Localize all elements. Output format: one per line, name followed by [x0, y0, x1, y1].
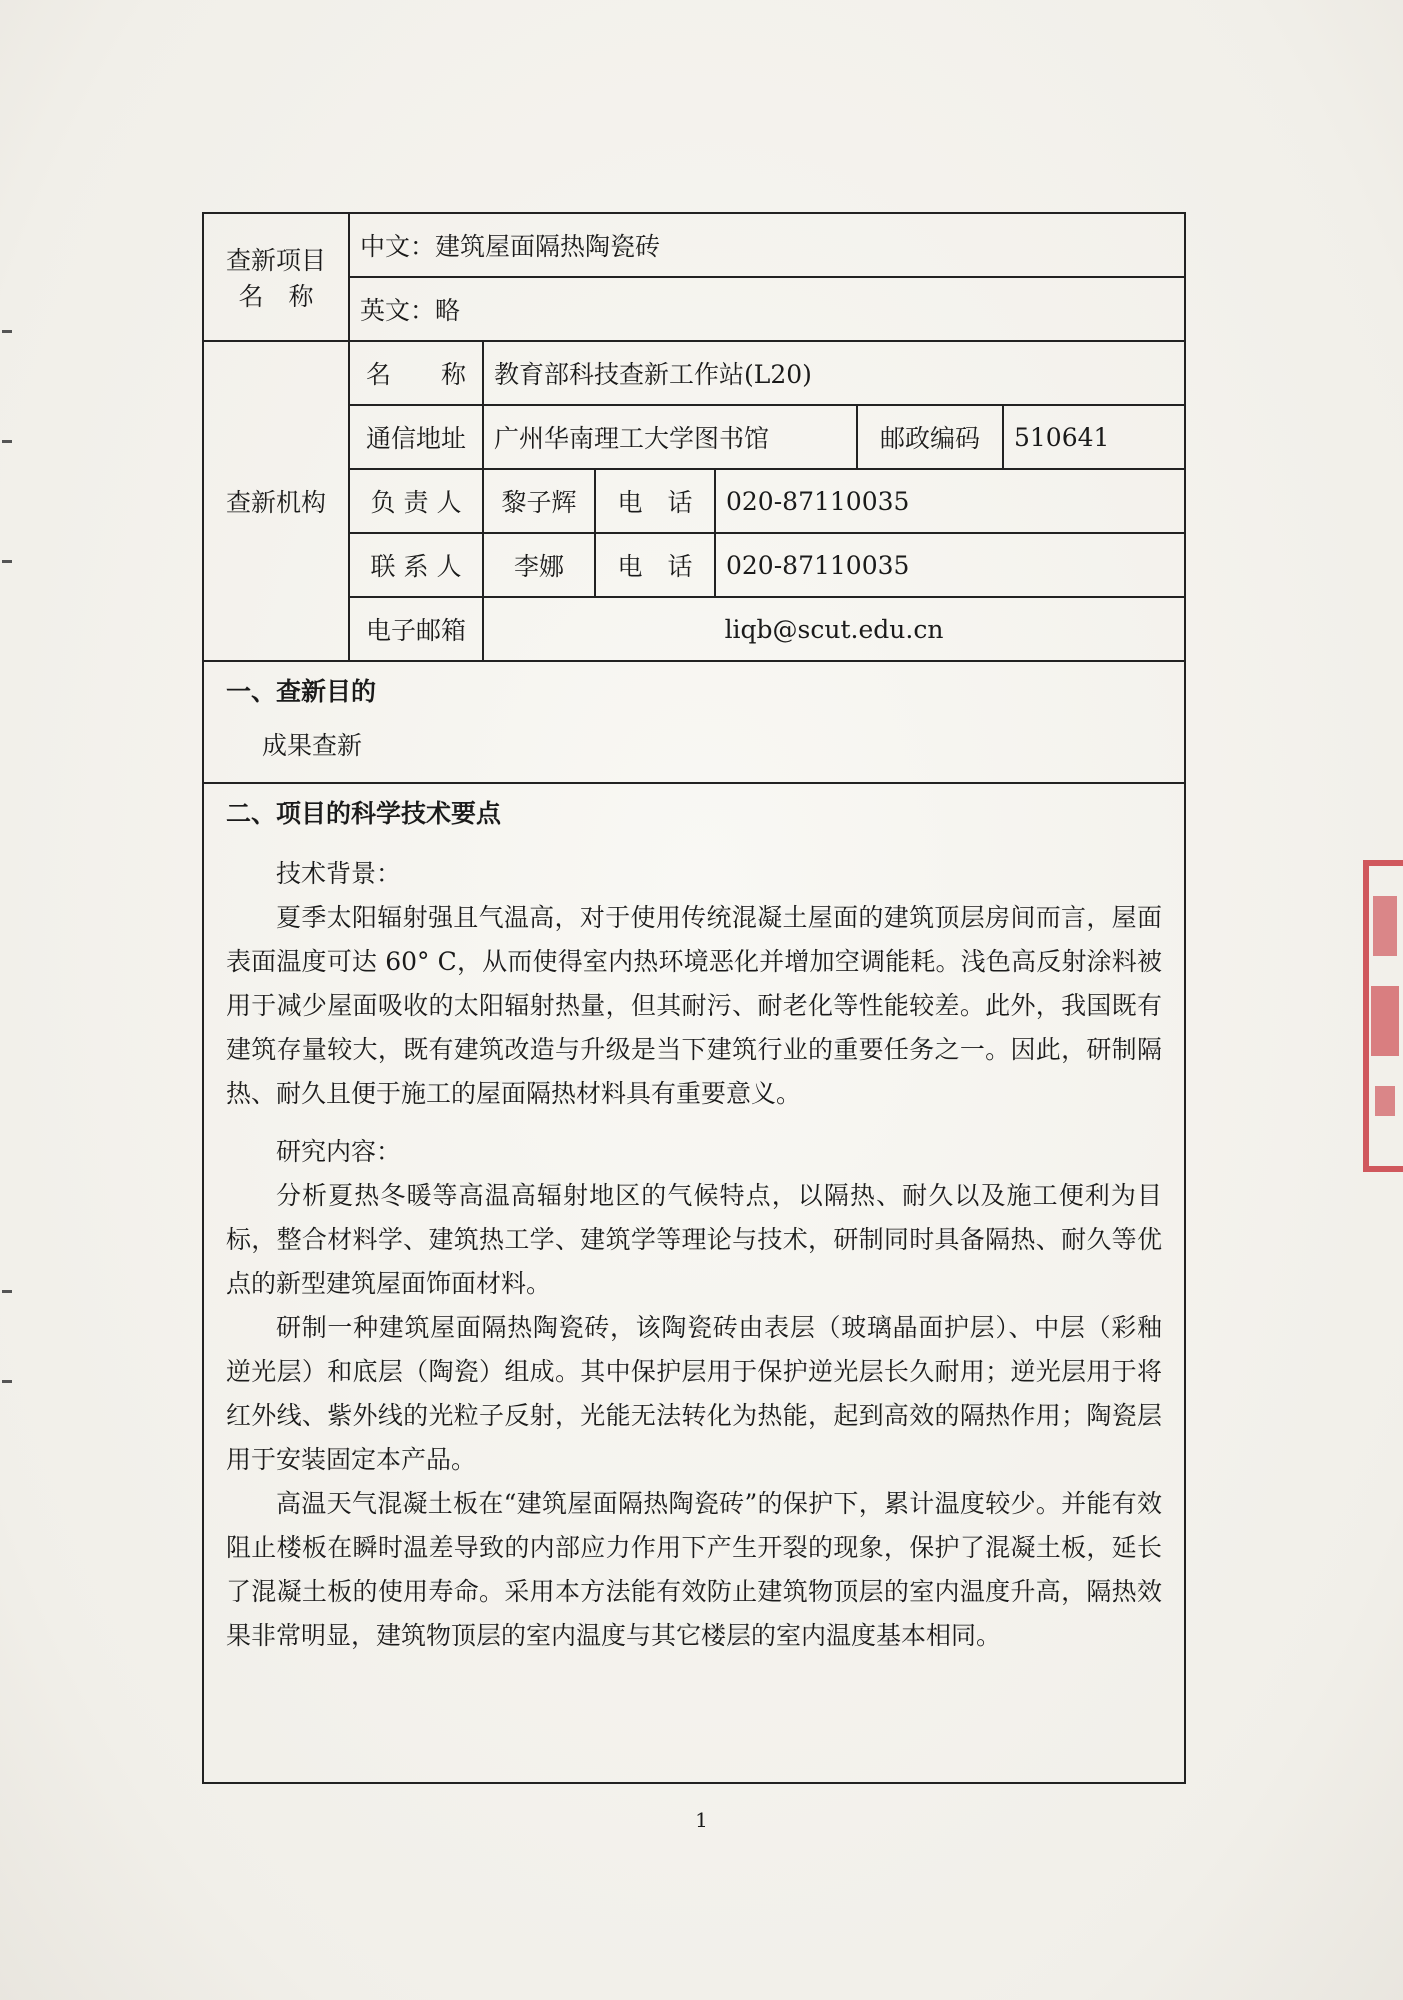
- project-en-cell: [349, 277, 1185, 341]
- research-title: 研究内容：: [276, 1137, 402, 1166]
- section-tech-body: [204, 840, 1184, 1672]
- cn-label: 中文：: [360, 232, 436, 261]
- head-phone-label: 电 话: [595, 469, 715, 533]
- postcode-label: 邮政编码: [857, 405, 1003, 469]
- contact-phone-value: 020-87110035: [715, 533, 1185, 597]
- binding-hole-mark: [2, 440, 12, 443]
- binding-hole-mark: [2, 560, 12, 563]
- project-label-line1: 查新项目: [225, 246, 326, 275]
- section-purpose-title: 一、查新目的: [226, 677, 377, 706]
- head-label: 负 责 人: [349, 469, 483, 533]
- contact-value: 李娜: [483, 533, 595, 597]
- email-label: 电子邮箱: [349, 597, 483, 661]
- cn-project-name: 建筑屋面隔热陶瓷砖: [435, 232, 661, 261]
- en-label: 英文：: [360, 296, 436, 325]
- section-tech-points: [203, 783, 1185, 1783]
- red-seal-stamp: [1363, 860, 1403, 1172]
- project-label-line2: 名 称: [238, 282, 314, 311]
- project-cn-cell: [349, 213, 1185, 277]
- background-title: 技术背景：: [276, 859, 402, 888]
- agency-label-cell: [203, 341, 349, 661]
- background-paragraph: 夏季太阳辐射强且气温高，对于使用传统混凝土屋面的建筑顶层房间而言，屋面表面温度可达 60° C，从而使得室内热环境恶化并增加空调能耗。浅色高反射涂料被用于减少屋面吸收的太阳辐射热量，但其耐污、耐老化等性能较差。此外，我国既有建筑存量较大，既有建筑改造与升级是当下建筑行业的重要任务之一。因此，研制隔热、耐久且便于施工的屋面隔热材料具有重要意义。: [226, 903, 1162, 1108]
- contact-label: 联 系 人: [349, 533, 483, 597]
- contact-phone-label: 电 话: [595, 533, 715, 597]
- binding-hole-mark: [2, 1380, 12, 1383]
- agency-name-value: 教育部科技查新工作站(L20): [483, 341, 1185, 405]
- address-value: 广州华南理工大学图书馆: [483, 405, 857, 469]
- research-paragraph-2: 研制一种建筑屋面隔热陶瓷砖，该陶瓷砖由表层（玻璃晶面护层）、中层（彩釉逆光层）和底层（陶瓷）组成。其中保护层用于保护逆光层长久耐用；逆光层用于将红外线、紫外线的光粒子反射，光能无法转化为热能，起到高效的隔热作用；陶瓷层用于安装固定本产品。: [226, 1313, 1162, 1474]
- en-project-name: 略: [435, 296, 461, 325]
- research-paragraph-1: 分析夏热冬暖等高温高辐射地区的气候特点，以隔热、耐久以及施工便利为目标，整合材料学、建筑热工学、建筑学等理论与技术，研制同时具备隔热、耐久等优点的新型建筑屋面饰面材料。: [226, 1181, 1162, 1298]
- section-tech-title: 二、项目的科学技术要点: [226, 799, 502, 828]
- address-label: 通信地址: [349, 405, 483, 469]
- section-purpose-content: 成果查新: [262, 731, 363, 760]
- project-name-label-cell: [203, 213, 349, 341]
- binding-hole-mark: [2, 1290, 12, 1293]
- postcode-value: 510641: [1003, 405, 1185, 469]
- head-value: 黎子辉: [483, 469, 595, 533]
- section-purpose: [203, 661, 1185, 783]
- novelty-search-form: [202, 212, 1186, 1784]
- research-paragraph-3: 高温天气混凝土板在“建筑屋面隔热陶瓷砖”的保护下，累计温度较少。并能有效阻止楼板在瞬时温差导致的内部应力作用下产生开裂的现象，保护了混凝土板，延长了混凝土板的使用寿命。采用本方法能有效防止建筑物顶层的室内温度升高，隔热效果非常明显，建筑物顶层的室内温度与其它楼层的室内温度基本相同。: [226, 1489, 1162, 1650]
- binding-hole-mark: [2, 330, 12, 333]
- page-number: 1: [695, 1808, 708, 1832]
- agency-label: 查新机构: [225, 488, 326, 517]
- email-value: liqb@scut.edu.cn: [483, 597, 1185, 661]
- agency-name-label: 名 称: [349, 341, 483, 405]
- head-phone-value: 020-87110035: [715, 469, 1185, 533]
